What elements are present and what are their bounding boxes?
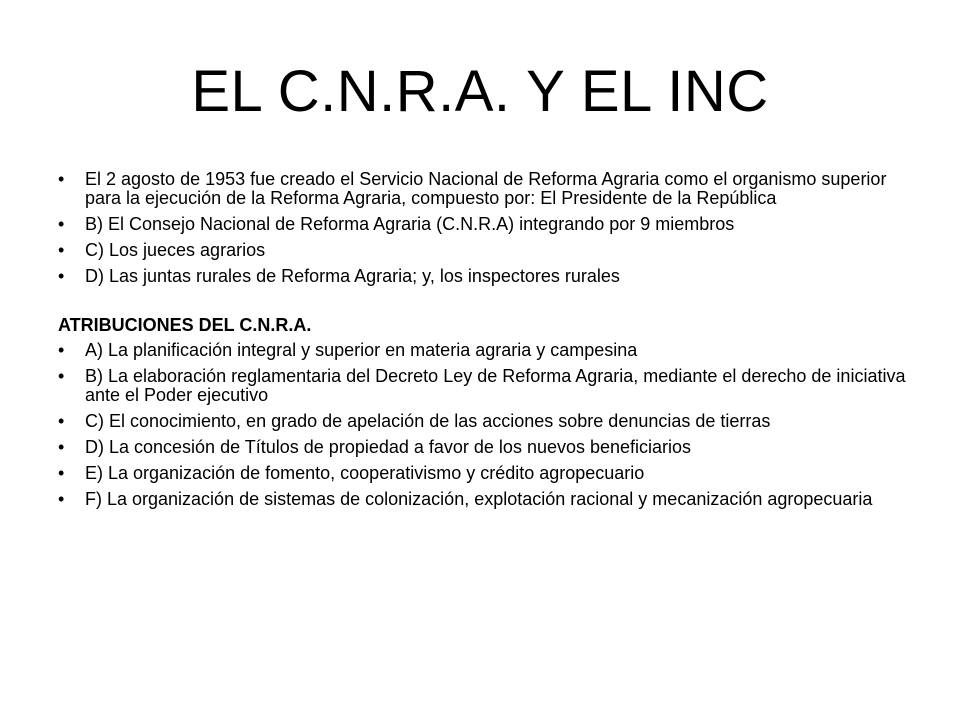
list-item-text: B) El Consejo Nacional de Reforma Agraria (C.N.R.A) integrando por 9 miembros: [85, 214, 735, 234]
list-item: [58, 215, 908, 234]
list-item: [58, 464, 908, 483]
list-item-text: C) El conocimiento, en grado de apelación de las acciones sobre denuncias de tierras: [85, 411, 771, 431]
list-item-text: D) Las juntas rurales de Reforma Agraria; y, los inspectores rurales: [85, 266, 620, 286]
list-item: [58, 241, 908, 260]
bullet-icon: •: [58, 240, 65, 260]
bullet-icon: •: [58, 340, 65, 360]
list-item-text: D) La concesión de Títulos de propiedad a favor de los nuevos beneficiarios: [85, 437, 692, 457]
list-item: [58, 367, 908, 405]
bullet-icon: •: [58, 489, 65, 509]
bullet-icon: •: [58, 411, 65, 431]
bullet-icon: •: [58, 266, 65, 286]
section-spacer: [58, 293, 908, 316]
list-item: [58, 490, 908, 509]
list-item: [58, 170, 908, 208]
intro-list: [58, 170, 908, 286]
list-item: [58, 267, 908, 286]
list-item-text: B) La elaboración reglamentaria del Decreto Ley de Reforma Agraria, mediante el derecho de iniciativa ante el Poder ejecutivo: [85, 366, 906, 405]
list-item-text: A) La planificación integral y superior en materia agraria y campesina: [85, 340, 638, 360]
bullet-icon: •: [58, 366, 65, 386]
list-item: [58, 341, 908, 360]
list-item-text: El 2 agosto de 1953 fue creado el Servicio Nacional de Reforma Agraria como el organismo superior para la ejecución de la Reforma Agraria, compuesto por: El Presidente de la República: [85, 169, 887, 208]
slide-title: EL C.N.R.A. Y EL INC: [191, 59, 769, 124]
bullet-icon: •: [58, 169, 65, 189]
attributions-list: [58, 341, 908, 509]
list-item-text: C) Los jueces agrarios: [85, 240, 266, 260]
list-item: [58, 412, 908, 431]
attributions-heading: ATRIBUCIONES DEL C.N.R.A.: [58, 315, 312, 335]
list-item-text: E) La organización de fomento, cooperativismo y crédito agropecuario: [85, 463, 645, 483]
list-item-text: F) La organización de sistemas de colonización, explotación racional y mecanización agropecuaria: [85, 489, 873, 509]
bullet-icon: •: [58, 463, 65, 483]
list-item: [58, 438, 908, 457]
bullet-icon: •: [58, 214, 65, 234]
slide-body: [58, 170, 908, 516]
bullet-icon: •: [58, 437, 65, 457]
